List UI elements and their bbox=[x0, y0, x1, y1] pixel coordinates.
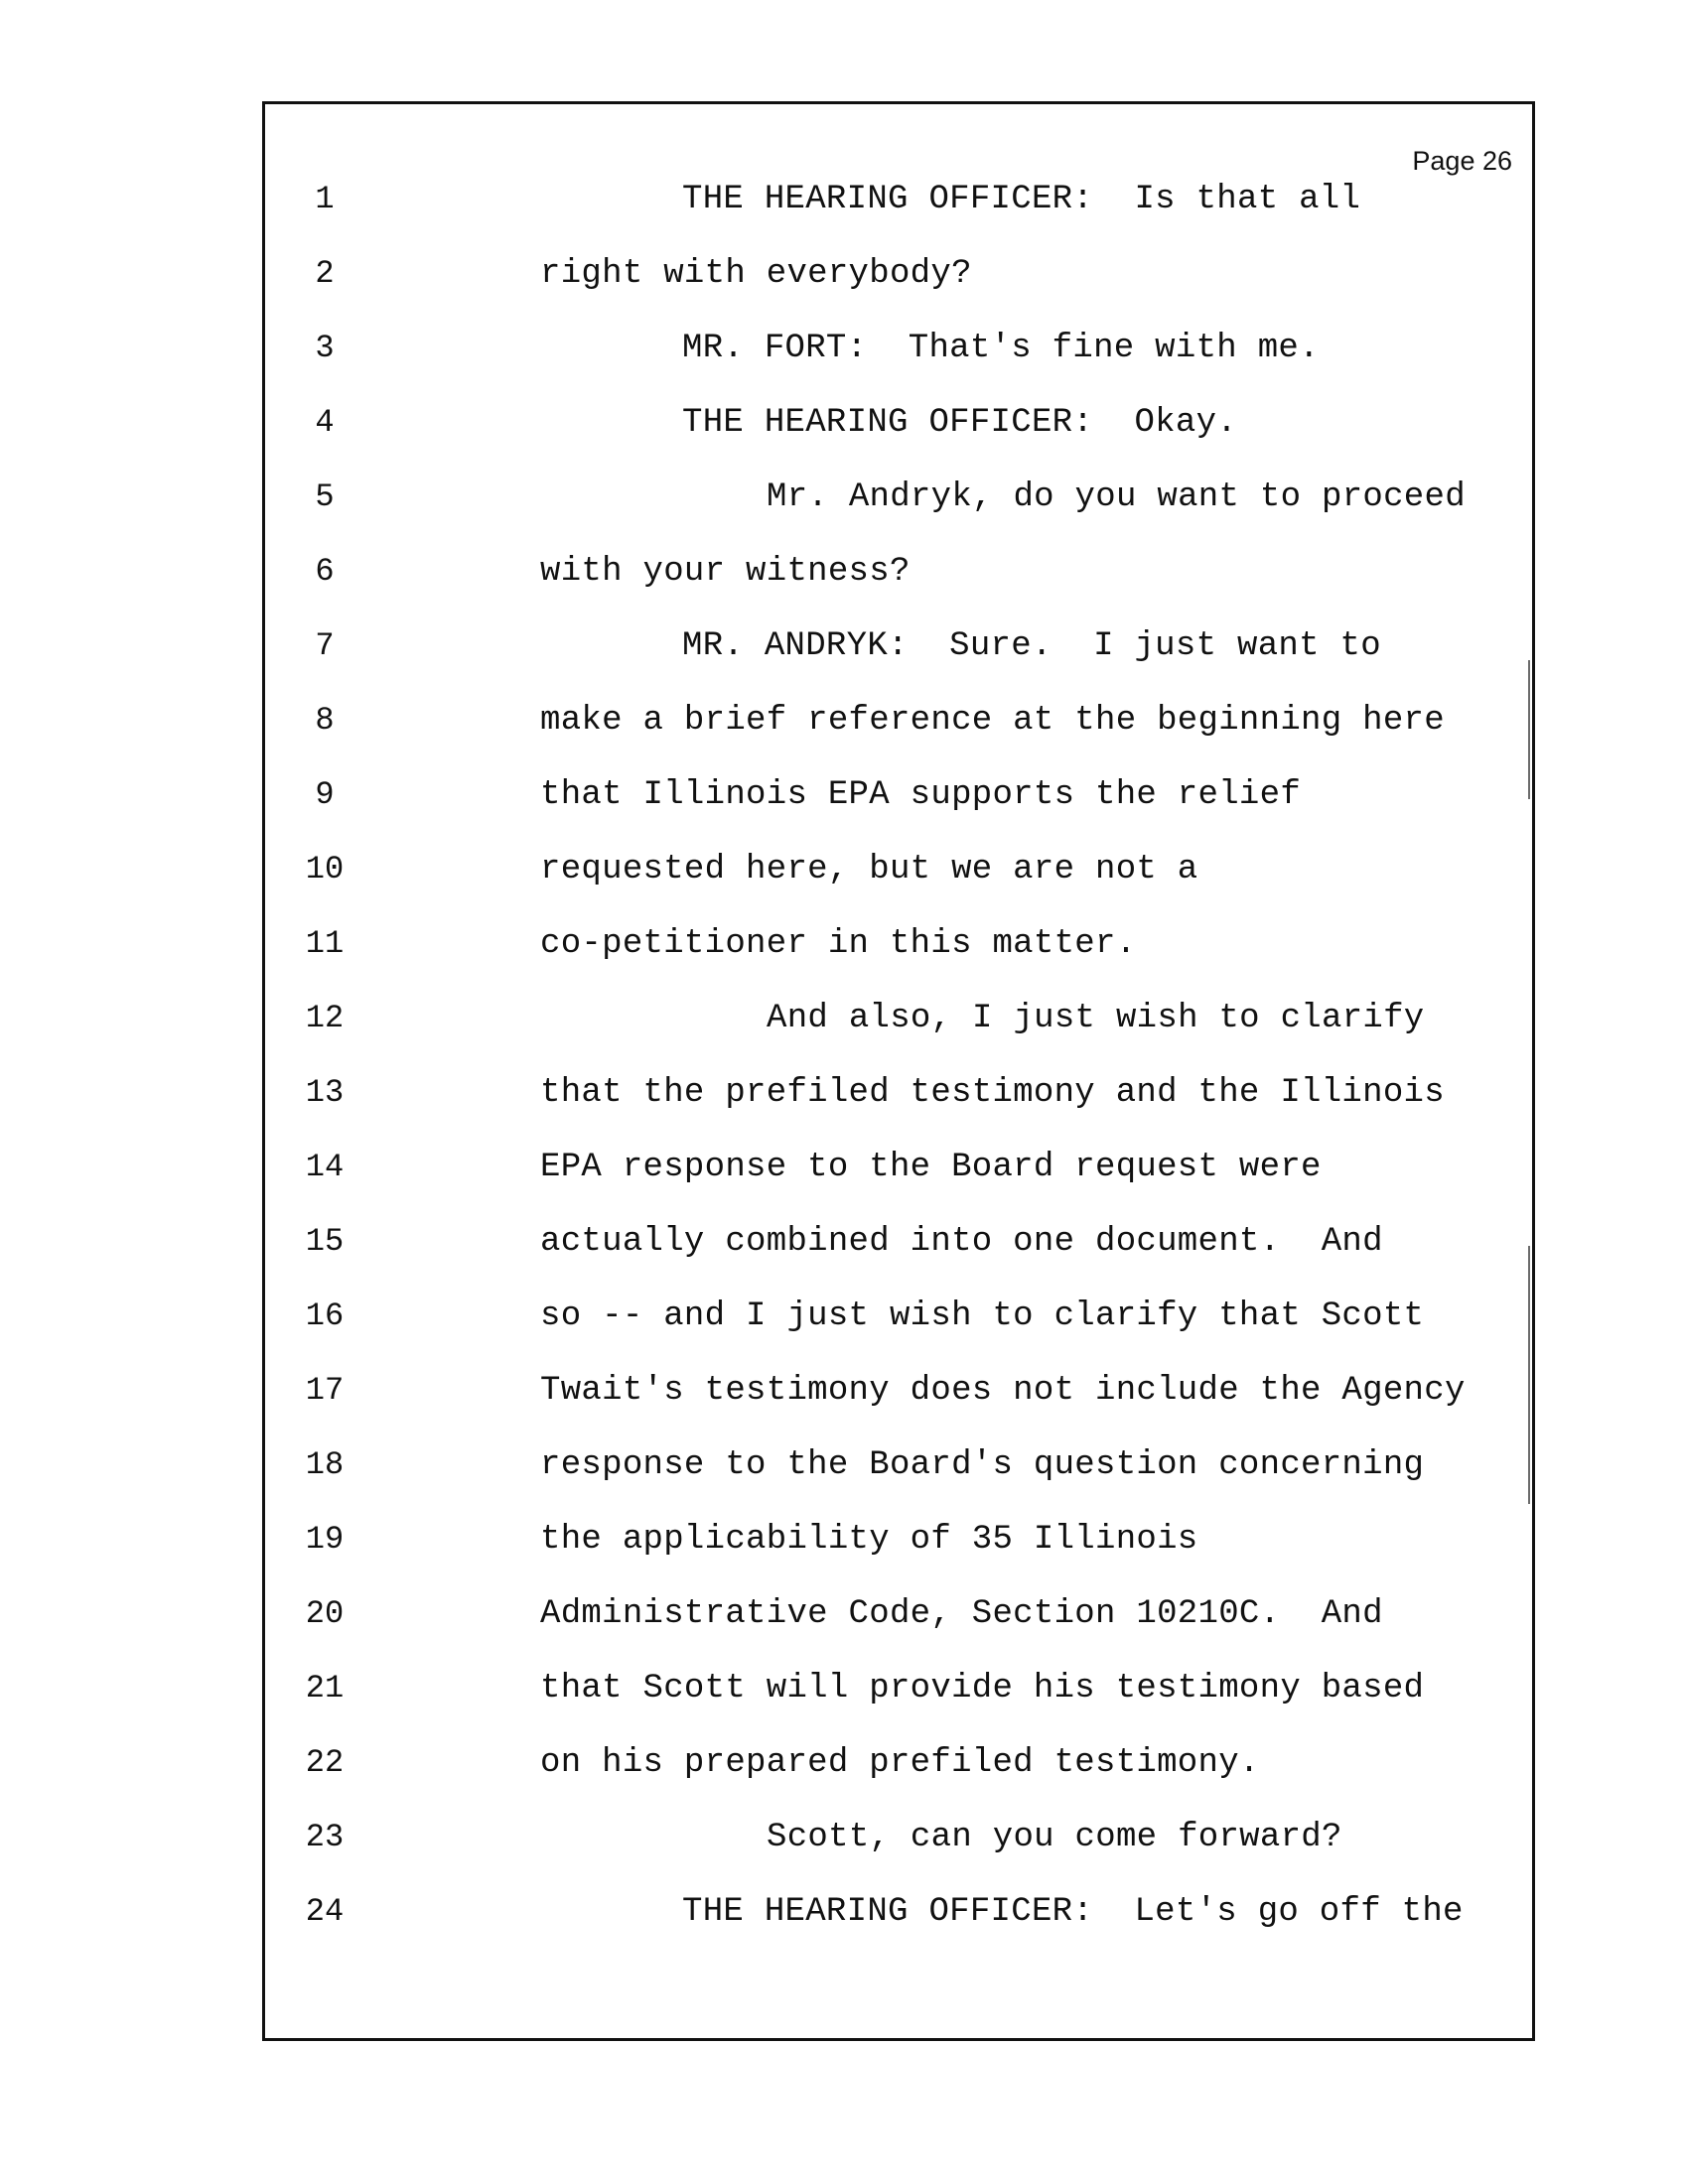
line-text: THE HEARING OFFICER: Okay. bbox=[682, 404, 1237, 442]
line-text: MR. ANDRYK: Sure. I just want to bbox=[682, 627, 1381, 665]
transcript-line bbox=[265, 244, 1532, 304]
transcript-line bbox=[265, 1361, 1532, 1421]
line-number: 12 bbox=[305, 1000, 345, 1036]
transcript-line bbox=[265, 1063, 1532, 1123]
transcript-line bbox=[265, 542, 1532, 602]
line-text: make a brief reference at the beginning here bbox=[540, 702, 1445, 740]
transcript-line bbox=[265, 1435, 1532, 1495]
line-number: 22 bbox=[305, 1744, 345, 1781]
transcript-line bbox=[265, 1808, 1532, 1867]
line-text: Scott, can you come forward? bbox=[767, 1819, 1342, 1856]
transcript-line bbox=[265, 840, 1532, 899]
line-text: with your witness? bbox=[540, 553, 911, 591]
line-text: Twait's testimony does not include the Agency bbox=[540, 1372, 1466, 1410]
page-number: Page 26 bbox=[1412, 146, 1512, 176]
line-number: 15 bbox=[305, 1223, 345, 1260]
line-number: 1 bbox=[315, 181, 335, 217]
line-text: response to the Board's question concerning bbox=[540, 1446, 1425, 1484]
transcript-line bbox=[265, 1733, 1532, 1793]
transcript-line bbox=[265, 170, 1532, 229]
transcript-line bbox=[265, 1882, 1532, 1942]
line-text: MR. FORT: That's fine with me. bbox=[682, 330, 1320, 367]
line-text: EPA response to the Board request were bbox=[540, 1149, 1322, 1186]
line-number: 13 bbox=[305, 1074, 345, 1111]
line-number: 16 bbox=[305, 1297, 345, 1334]
transcript-line bbox=[265, 1138, 1532, 1197]
line-number: 3 bbox=[315, 330, 335, 366]
transcript-line bbox=[265, 468, 1532, 527]
line-number: 6 bbox=[315, 553, 335, 590]
line-number: 4 bbox=[315, 404, 335, 441]
line-text: Administrative Code, Section 10210C. And bbox=[540, 1595, 1383, 1633]
line-number: 9 bbox=[315, 776, 335, 813]
line-number: 7 bbox=[315, 627, 335, 664]
transcript-line bbox=[265, 1584, 1532, 1644]
line-number: 10 bbox=[305, 851, 345, 887]
line-number: 17 bbox=[305, 1372, 345, 1409]
line-text: that Scott will provide his testimony based bbox=[540, 1670, 1425, 1707]
line-number: 18 bbox=[305, 1446, 345, 1483]
line-number: 23 bbox=[305, 1819, 345, 1855]
line-text: that the prefiled testimony and the Illinois bbox=[540, 1074, 1445, 1112]
transcript-line bbox=[265, 914, 1532, 974]
scan-artifact bbox=[1528, 660, 1530, 799]
line-number: 24 bbox=[305, 1893, 345, 1930]
transcript-line bbox=[265, 1212, 1532, 1272]
line-number: 21 bbox=[305, 1670, 345, 1706]
scan-artifact bbox=[1528, 1246, 1530, 1504]
transcript-line bbox=[265, 319, 1532, 378]
transcript-line bbox=[265, 1510, 1532, 1570]
line-text: actually combined into one document. And bbox=[540, 1223, 1383, 1261]
line-number: 5 bbox=[315, 478, 335, 515]
line-text: requested here, but we are not a bbox=[540, 851, 1198, 888]
transcript-line bbox=[265, 393, 1532, 453]
line-number: 20 bbox=[305, 1595, 345, 1632]
line-number: 8 bbox=[315, 702, 335, 739]
line-text: And also, I just wish to clarify bbox=[767, 1000, 1425, 1037]
line-text: on his prepared prefiled testimony. bbox=[540, 1744, 1260, 1782]
line-number: 14 bbox=[305, 1149, 345, 1185]
transcript-line bbox=[265, 1659, 1532, 1718]
line-text: so -- and I just wish to clarify that Scott bbox=[540, 1297, 1425, 1335]
line-text: right with everybody? bbox=[540, 255, 972, 293]
line-text: Mr. Andryk, do you want to proceed bbox=[767, 478, 1466, 516]
line-number: 2 bbox=[315, 255, 335, 292]
transcript-line bbox=[265, 691, 1532, 751]
transcript-line bbox=[265, 616, 1532, 676]
line-text: THE HEARING OFFICER: Is that all bbox=[682, 181, 1361, 218]
line-number: 19 bbox=[305, 1521, 345, 1558]
transcript-line bbox=[265, 1287, 1532, 1346]
transcript-line bbox=[265, 989, 1532, 1048]
transcript-line bbox=[265, 765, 1532, 825]
line-number: 11 bbox=[305, 925, 345, 962]
transcript-page bbox=[262, 101, 1535, 2041]
line-text: that Illinois EPA supports the relief bbox=[540, 776, 1302, 814]
line-text: co-petitioner in this matter. bbox=[540, 925, 1137, 963]
line-text: the applicability of 35 Illinois bbox=[540, 1521, 1198, 1559]
line-text: THE HEARING OFFICER: Let's go off the bbox=[682, 1893, 1464, 1931]
